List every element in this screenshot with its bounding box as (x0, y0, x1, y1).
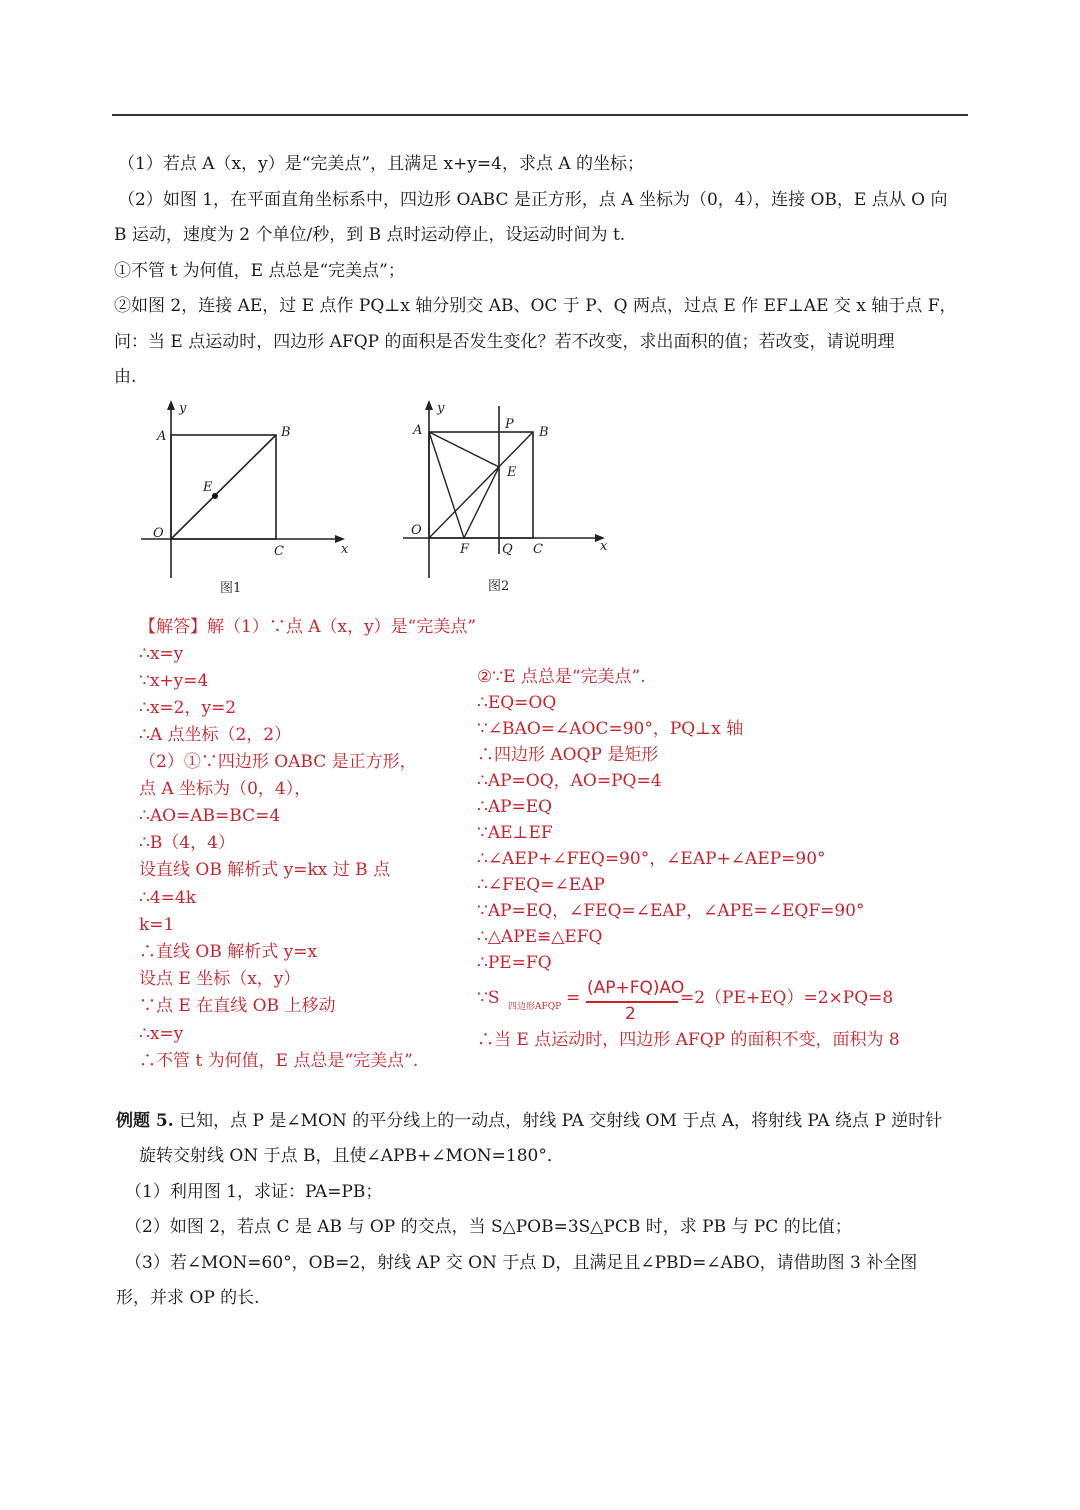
problem-q2-line1: （2）如图 1，在平面直角坐标系中，四边形 OABC 是正方形，点 A 坐标为（0，4），连接 OB，E 点从 O 向 (118, 190, 948, 210)
fig1-diagonal-ob (171, 435, 276, 539)
example5-q2: （2）如图 2，若点 C 是 AB 与 OP 的交点，当 S△POB=3S△PCB 时，求 PB 与 PC 的比值； (125, 1217, 852, 1237)
example5-q3-line1: （3）若∠MON=60°，OB=2，射线 AP 交 ON 于点 D，且满足且∠PBD=∠ABO，请借助图 3 补全图 (125, 1253, 918, 1273)
fig1-label-x: x (341, 542, 349, 557)
fig2-label-c: C (533, 542, 543, 557)
problem-q1: （1）若点 A（x，y）是“完美点”，且满足 x+y=4，求点 A 的坐标； (118, 154, 645, 174)
fig2-label-b: B (539, 425, 549, 440)
area-formula-numerator: (AP+FQ)AO (587, 978, 685, 998)
problem-q2-line2: B 运动，速度为 2 个单位/秒，到 B 点时运动停止，设运动时间为 t. (114, 225, 626, 245)
fig2-diagonal-ob (429, 432, 533, 538)
solution-left-6: 点 A 坐标为（0，4）， (139, 779, 312, 799)
fig2-label-a: A (413, 423, 423, 438)
solution-left-15: ∴x=y (139, 1024, 184, 1044)
solution-right-0: ②∵E 点总是“完美点”. (477, 667, 646, 687)
solution-right-10: ∴△APE≌△EFQ (477, 927, 603, 947)
header-rule (112, 114, 968, 116)
example5-q3-line2: 形，并求 OP 的长. (116, 1288, 260, 1308)
fig1-label-b: B (281, 425, 291, 440)
solution-right-4: ∴AP=OQ，AO=PQ=4 (477, 771, 662, 791)
area-formula-subscript: 四边形AFQP (508, 1002, 562, 1012)
solution-right-2: ∵∠BAO=∠AOC=90°，PQ⊥x 轴 (477, 719, 744, 739)
fig2-label-p: P (505, 417, 514, 432)
solution-right-5: ∴AP=EQ (477, 797, 553, 817)
fig1-label-o: O (153, 526, 164, 541)
solution-right-11: ∴PE=FQ (477, 953, 552, 973)
solution-left-9: 设直线 OB 解析式 y=kx 过 B 点 (139, 860, 391, 880)
fig2-label-x: x (600, 539, 608, 554)
figure-1 (135, 398, 365, 603)
area-formula-prefix: ∵S (477, 988, 500, 1008)
fig2-line-fe (464, 467, 499, 538)
problem-q2-2-line1: ②如图 2，连接 AE，过 E 点作 PQ⊥x 轴分别交 AB、OC 于 P、Q 两点，过点 E 作 EF⊥AE 交 x 轴于点 F， (114, 296, 957, 316)
problem-q2-2-line3: 由. (114, 367, 137, 387)
example5-line2: 旋转交射线 ON 于点 B，且使∠APB+∠MON=180°． (139, 1146, 564, 1166)
fig2-y-arrow-icon (425, 400, 433, 410)
solution-left-4: ∴A 点坐标（2，2） (139, 725, 292, 745)
fig2-label-o: O (411, 523, 422, 538)
solution-left-13: 设点 E 坐标（x，y） (139, 969, 301, 989)
solution-right-6: ∵AE⊥EF (477, 823, 553, 843)
solution-right-9: ∵AP=EQ，∠FEQ=∠EAP，∠APE=∠EQF=90° (477, 901, 865, 921)
solution-left-16: ∴不管 t 为何值，E 点总是“完美点”. (139, 1051, 419, 1071)
example5-q1: （1）利用图 1，求证：PA=PB； (125, 1182, 383, 1202)
solution-left-2: ∵x+y=4 (139, 671, 209, 691)
fig1-label-y: y (179, 401, 187, 416)
figure-2 (395, 398, 620, 603)
solution-left-3: ∴x=2，y=2 (139, 698, 237, 718)
area-formula-denominator: 2 (625, 1004, 636, 1024)
solution-left-7: ∴AO=AB=BC=4 (139, 806, 281, 826)
example5-line1-text: 已知，点 P 是∠MON 的平分线上的一动点，射线 PA 交射线 OM 于点 A，将射线 PA 绕点 P 逆时针 (173, 1111, 943, 1131)
conclusion: ∴当 E 点运动时，四边形 AFQP 的面积不变，面积为 8 (477, 1030, 900, 1050)
fig2-caption: 图2 (488, 579, 510, 594)
example5-heading: 例题 5. (116, 1111, 174, 1131)
solution-left-1: ∴x=y (139, 644, 184, 664)
solution-left-11: k=1 (139, 915, 175, 935)
solution-right-3: ∴四边形 AOQP 是矩形 (477, 745, 659, 765)
solution-left-12: ∴直线 OB 解析式 y=x (139, 942, 318, 962)
solution-left-10: ∴4=4k (139, 888, 196, 908)
fig2-label-e: E (507, 465, 517, 480)
fig1-y-arrow-icon (167, 400, 175, 410)
area-formula-rest: =2（PE+EQ）=2×PQ=8 (680, 988, 894, 1008)
fig1-label-c: C (274, 544, 284, 559)
fig2-label-y: y (437, 401, 445, 416)
solution-left-14: ∵点 E 在直线 OB 上移动 (139, 996, 336, 1016)
solution-left-5: （2）①∵四边形 OABC 是正方形， (139, 752, 417, 772)
solution-right-7: ∴∠AEP+∠FEQ=90°，∠EAP+∠AEP=90° (477, 849, 826, 869)
solution-right-8: ∴∠FEQ=∠EAP (477, 875, 605, 895)
fig1-label-e: E (203, 480, 213, 495)
fig2-line-af (429, 432, 464, 538)
problem-q2-1: ①不管 t 为何值，E 点总是“完美点”； (114, 261, 405, 281)
solution-left-8: ∴B（4，4） (139, 833, 235, 853)
fig2-label-f: F (460, 542, 470, 557)
example5-line1 (116, 1109, 942, 1133)
problem-q2-2-line2: 问：当 E 点运动时，四边形 AFQP 的面积是否发生变化？若不改变，求出面积的值；若改变，请说明理 (114, 332, 895, 352)
area-formula-equals: = (566, 988, 581, 1008)
fig2-label-q: Q (502, 542, 513, 557)
solution-left-0: 【解答】解（1）∵点 A（x，y）是“完美点” (139, 617, 477, 637)
fig1-label-a: A (157, 429, 167, 444)
fig1-caption: 图1 (220, 581, 242, 596)
fig1-point-e (212, 493, 218, 499)
solution-right-1: ∴EQ=OQ (477, 693, 557, 713)
